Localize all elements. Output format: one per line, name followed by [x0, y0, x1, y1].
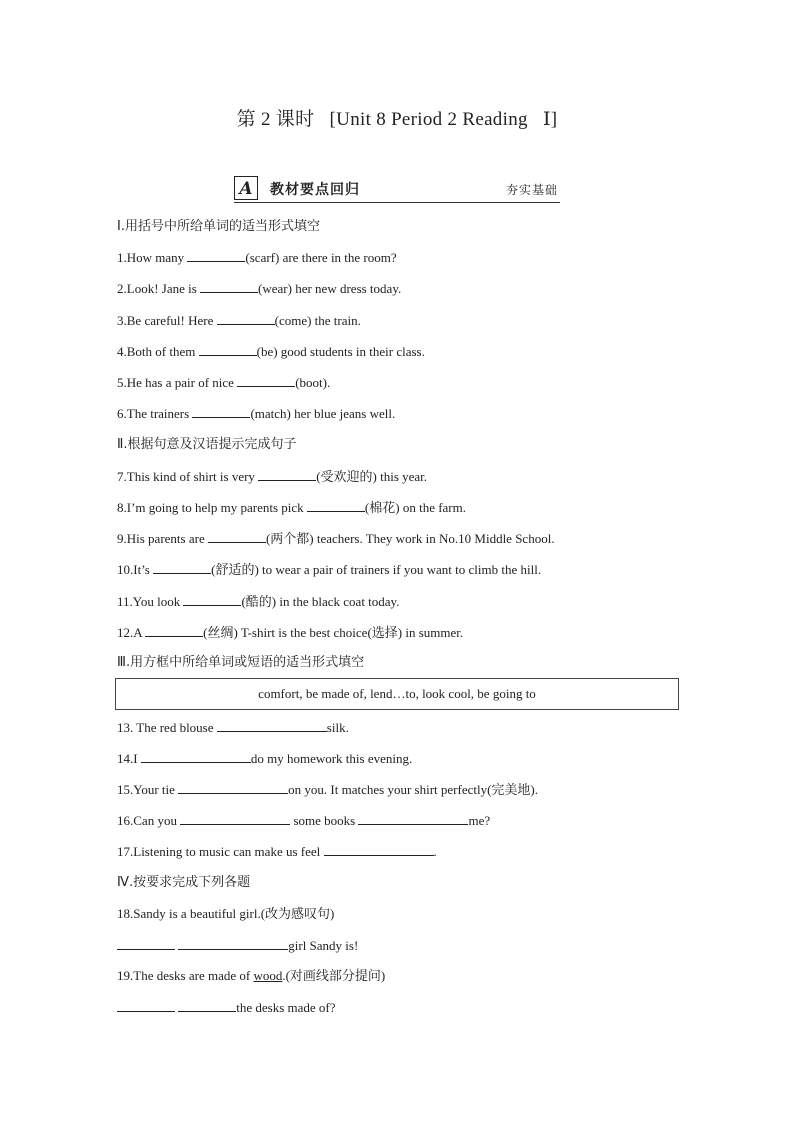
question-text: silk.	[326, 720, 349, 735]
question-text: 17.Listening to music can make us feel	[117, 844, 324, 859]
question-text: 4.Both of them	[117, 344, 199, 359]
answer-blank[interactable]	[258, 468, 316, 481]
question-text: 7.This kind of shirt is very	[117, 469, 259, 484]
question-6	[117, 405, 395, 422]
underlined-word: wood	[253, 968, 283, 983]
answer-blank[interactable]	[178, 781, 288, 794]
banner-title: 教材要点回归	[270, 182, 360, 198]
question-text: 12.A	[117, 625, 146, 640]
answer-blank[interactable]	[307, 499, 365, 512]
question-4	[117, 343, 425, 360]
question-text: .	[433, 844, 437, 859]
answer-blank[interactable]	[117, 999, 175, 1012]
answer-blank[interactable]	[200, 280, 258, 293]
question-13	[117, 719, 349, 736]
question-18: 18.Sandy is a beautiful girl.(改为感叹句)	[117, 906, 335, 921]
answer-line-18	[117, 937, 358, 954]
question-text: some books	[290, 813, 359, 828]
question-text: 13. The red blouse	[117, 720, 217, 735]
section-heading: Ⅱ.根据句意及汉语提示完成句子	[117, 437, 297, 452]
question-text: me?	[468, 813, 491, 828]
question-text: do my homework this evening.	[250, 751, 413, 766]
question-text: 9.His parents are	[117, 531, 208, 546]
question-text: 6.The trainers	[117, 406, 193, 421]
question-text: 19.The desks are made of	[117, 968, 254, 983]
page-title: 第 2 课时 [Unit 8 Period 2 Reading Ⅰ]	[236, 109, 558, 130]
question-text: 15.Your tie	[117, 782, 179, 797]
banner-subtitle: 夯实基础	[505, 183, 558, 197]
question-text: (舒适的) to wear a pair of trainers if you want to climb the hill.	[211, 562, 542, 577]
section-heading: Ⅳ.按要求完成下列各题	[117, 875, 251, 890]
question-19	[117, 968, 385, 984]
question-9	[117, 530, 555, 547]
answer-blank[interactable]	[141, 750, 251, 763]
section-banner	[234, 176, 560, 203]
question-text: (be) good students in their class.	[256, 344, 425, 359]
question-text: (棉花) on the farm.	[364, 500, 467, 515]
section-heading: Ⅰ.用括号中所给单词的适当形式填空	[117, 219, 320, 234]
answer-blank[interactable]	[180, 812, 290, 825]
question-1	[117, 249, 397, 266]
section-heading: Ⅲ.用方框中所给单词或短语的适当形式填空	[117, 655, 365, 670]
answer-blank[interactable]	[324, 843, 434, 856]
banner-letter-icon: A	[234, 176, 258, 200]
question-text: (scarf) are there in the room?	[245, 250, 397, 265]
question-16	[117, 812, 490, 829]
question-7	[117, 468, 427, 485]
question-17	[117, 843, 437, 860]
question-text: 11.You look	[117, 594, 184, 609]
answer-blank[interactable]	[178, 937, 288, 950]
question-11	[117, 593, 399, 610]
word-box: comfort, be made of, lend…to, look cool, be going to	[115, 678, 679, 710]
question-text: (丝绸) T-shirt is the best choice(选择) in summer.	[203, 625, 464, 640]
question-text: 3.Be careful! Here	[117, 313, 217, 328]
question-text: 16.Can you	[117, 813, 181, 828]
question-text: (match) her blue jeans well.	[250, 406, 396, 421]
question-text: (boot).	[295, 375, 331, 390]
answer-blank[interactable]	[358, 812, 468, 825]
question-5	[117, 374, 330, 391]
answer-line-19	[117, 999, 336, 1016]
question-2	[117, 280, 401, 297]
answer-text: the desks made of?	[236, 1000, 336, 1015]
question-text: 8.I’m going to help my parents pick	[117, 500, 307, 515]
question-8	[117, 499, 466, 516]
question-12	[117, 624, 463, 641]
question-15	[117, 781, 538, 798]
question-text: 5.He has a pair of nice	[117, 375, 238, 390]
question-text: .(对画线部分提问)	[282, 968, 386, 983]
answer-text: girl Sandy is!	[288, 938, 359, 953]
question-text: (两个都) teachers. They work in No.10 Middle School.	[265, 531, 555, 546]
answer-blank[interactable]	[145, 624, 203, 637]
question-14	[117, 750, 412, 767]
answer-blank[interactable]	[183, 593, 241, 606]
answer-blank[interactable]	[208, 530, 266, 543]
question-text: on you. It matches your shirt perfectly(完美地).	[288, 782, 538, 797]
answer-blank[interactable]	[192, 405, 250, 418]
answer-blank[interactable]	[237, 374, 295, 387]
answer-blank[interactable]	[217, 312, 275, 325]
answer-blank[interactable]	[153, 561, 211, 574]
answer-blank[interactable]	[199, 343, 257, 356]
answer-blank[interactable]	[187, 249, 245, 262]
question-3	[117, 312, 361, 329]
answer-blank[interactable]	[178, 999, 236, 1012]
question-10	[117, 561, 541, 578]
question-text: 10.It’s	[117, 562, 154, 577]
question-text: (wear) her new dress today.	[258, 281, 402, 296]
question-text: 2.Look! Jane is	[117, 281, 201, 296]
question-text: 14.I	[117, 751, 141, 766]
answer-blank[interactable]	[117, 937, 175, 950]
question-text: (受欢迎的) this year.	[316, 469, 428, 484]
answer-blank[interactable]	[217, 719, 327, 732]
question-text: (come) the train.	[274, 313, 361, 328]
question-text: 1.How many	[117, 250, 188, 265]
question-text: (酷的) in the black coat today.	[241, 594, 400, 609]
